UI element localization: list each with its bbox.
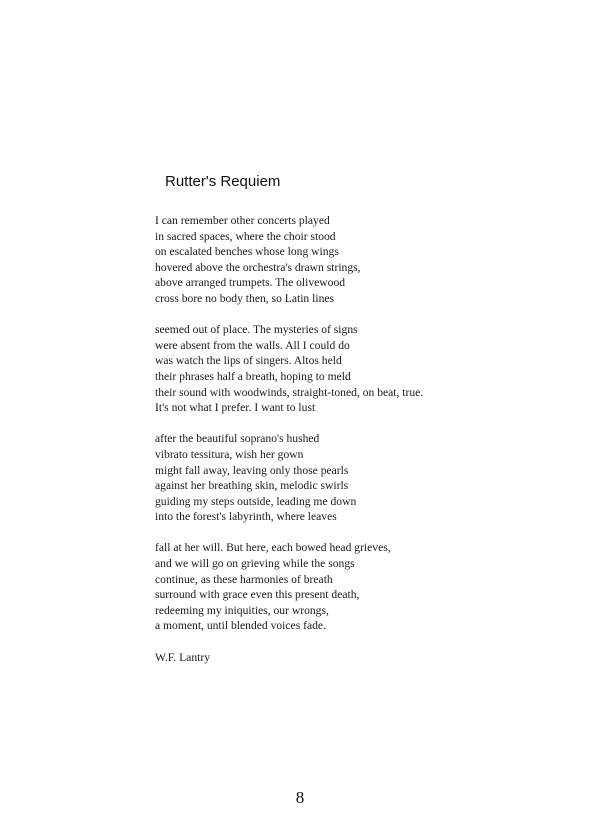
poem-line: after the beautiful soprano's hushed (155, 432, 320, 446)
poem-line: fall at her will. But here, each bowed head grieves, (155, 541, 391, 555)
poem-line: It's not what I prefer. I want to lust (155, 401, 316, 415)
poem-author: W.F. Lantry (155, 650, 210, 664)
poem-line: hovered above the orchestra's drawn strings, (155, 260, 361, 274)
poem-line: might fall away, leaving only those pearls (155, 463, 349, 477)
poem-line: vibrato tessitura, wish her gown (155, 447, 304, 461)
poem-line: seemed out of place. The mysteries of signs (155, 323, 358, 337)
poem-line: their sound with woodwinds, straight-toned, on beat, true. (155, 385, 424, 399)
poem-line: was watch the lips of singers. Altos held (155, 354, 342, 368)
stanza-1 (155, 213, 575, 307)
poem-line: a moment, until blended voices fade. (155, 619, 326, 633)
poem-title: Rutter's Requiem (165, 173, 281, 190)
poem-line: I can remember other concerts played (155, 214, 330, 227)
page-number: 8 (295, 788, 305, 807)
poem-line: were absent from the walls. All I could do (155, 338, 350, 352)
poem-line: into the forest's labyrinth, where leaves (155, 510, 337, 524)
poem-line: and we will go on grieving while the songs (155, 557, 355, 571)
poem-line: continue, as these harmonies of breath (155, 572, 333, 586)
poem-line: redeeming my iniquities, our wrongs, (155, 603, 329, 617)
poem-line: guiding my steps outside, leading me down (155, 494, 357, 508)
poem-line: above arranged trumpets. The olivewood (155, 276, 346, 290)
stanza-2 (155, 322, 575, 416)
poem-line: their phrases half a breath, hoping to meld (155, 369, 351, 383)
stanza-4 (155, 540, 575, 634)
poem-line: in sacred spaces, where the choir stood (155, 229, 336, 243)
stanza-3 (155, 431, 575, 525)
poem-line: cross bore no body then, so Latin lines (155, 291, 335, 305)
poem-line: against her breathing skin, melodic swirls (155, 479, 349, 493)
poem-line: surround with grace even this present death, (155, 588, 360, 602)
poem-body (155, 213, 575, 665)
poem-line: on escalated benches whose long wings (155, 245, 339, 259)
